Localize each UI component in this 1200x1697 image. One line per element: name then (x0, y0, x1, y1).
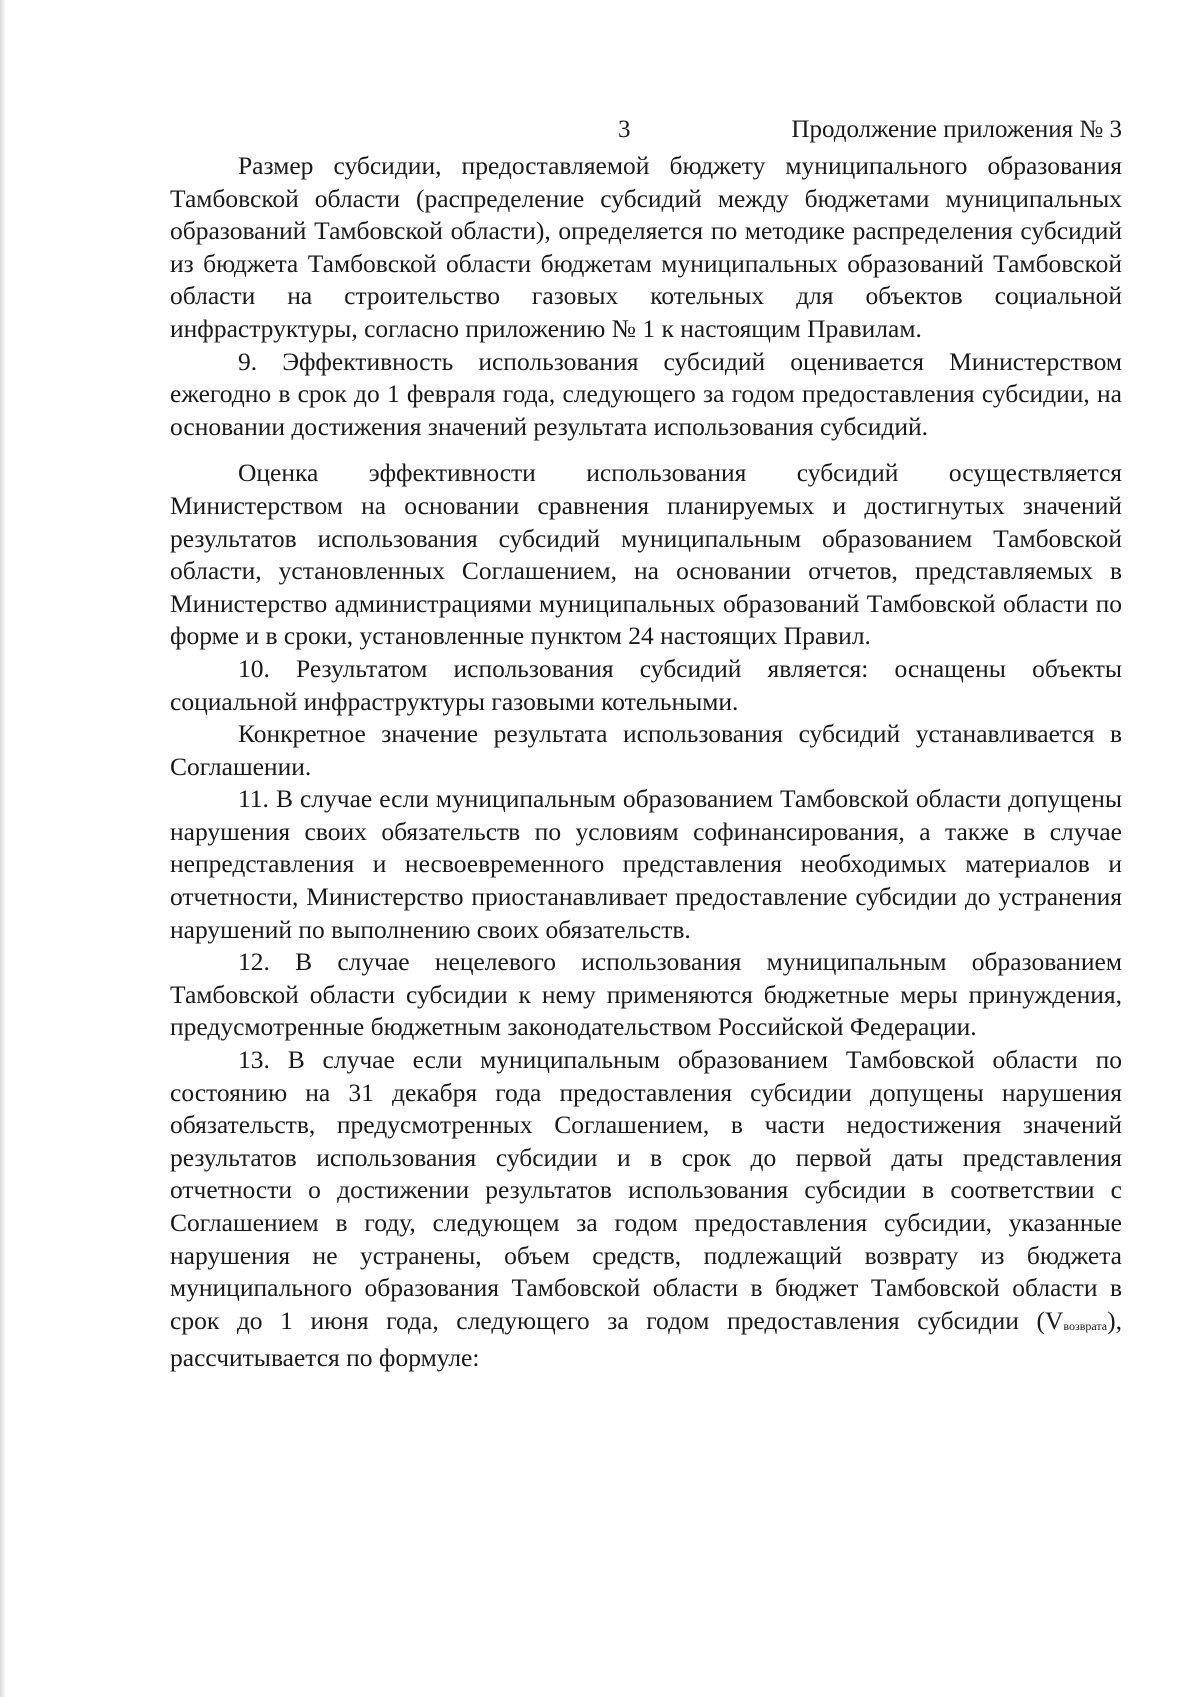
paragraph-13 (170, 1044, 1122, 1375)
paragraph-13-text: 13. В случае если муниципальным образованием Тамбовской области по состоянию на 31 декабря года предоставления субсидии допущены нарушения обязательств, предусмотренных Соглашением, в части недостижения значений результатов использования субсидии и в срок до первой даты представления отчетности о достижении результатов использования субсидии в соответствии с Соглашением в году, следующем за годом предоставления субсидии, указанные нарушения не устранены, объем средств, подлежащий возврату из бюджета муниципального образования Тамбовской области в бюджет Тамбовской области в срок до 1 июня года, следующего за годом предоставления субсидии ( (170, 1045, 1122, 1335)
scan-edge (0, 0, 6, 1697)
formula-symbol: V (1044, 1305, 1064, 1335)
paragraph-12: 12. В случае нецелевого использования муниципальным образованием Тамбовской области субсидии к нему применяются бюджетные меры принуждения, предусмотренные бюджетным законодательством Российской Федерации. (170, 947, 1122, 1042)
paragraph-11: 11. В случае если муниципальным образованием Тамбовской области допущены нарушения своих обязательств по условиям софинансирования, а также в случае непредставления и несвоевременного представления необходимых материалов и отчетности, Министерство приостанавливает предоставление субсидии до устранения нарушений по выполнению своих обязательств. (170, 784, 1122, 944)
document-body (170, 150, 1122, 1375)
appendix-continuation-label: Продолжение приложения № 3 (791, 116, 1122, 143)
paragraph-subsidy-size: Размер субсидии, предоставляемой бюджету муниципального образования Тамбовской области (распределение субсидий между бюджетами муниципальных образований Тамбовской области), определяется по методике распределения субсидий из бюджета Тамбовской области бюджетам муниципальных образований Тамбовской области на строительство газовых котельных для объектов социальной инфраструктуры, согласно приложению № 1 к настоящим Правилам. (170, 151, 1122, 343)
page-header (170, 110, 1122, 150)
formula-subscript: возврата (1063, 1318, 1108, 1333)
paragraph-specific-value: Конкретное значение результата использования субсидий устанавливается в Соглашении. (170, 719, 1122, 781)
paragraph-10: 10. Результатом использования субсидий является: оснащены объекты социальной инфраструктуры газовыми котельными. (170, 653, 1122, 716)
paragraph-efficiency-assessment: Оценка эффективности использования субсидий осуществляется Министерством на основании сравнения планируемых и достигнутых значений результатов использования субсидий муниципальным образованием Тамбовской области, установленных Соглашением, на основании отчетов, представляемых в Министерство администрациями муниципальных образований Тамбовской области по форме и в сроки, установленные пунктом 24 настоящих Правил. (170, 458, 1122, 651)
page-number: 3 (618, 116, 631, 143)
paragraph-13-tail: ), рассчитывается по формуле: (170, 1305, 1122, 1373)
paragraph-9: 9. Эффективность использования субсидий оценивается Министерством ежегодно в срок до 1 февраля года, следующего за годом предоставления субсидии, на основании достижения значений результата использования субсидий. (170, 346, 1122, 441)
